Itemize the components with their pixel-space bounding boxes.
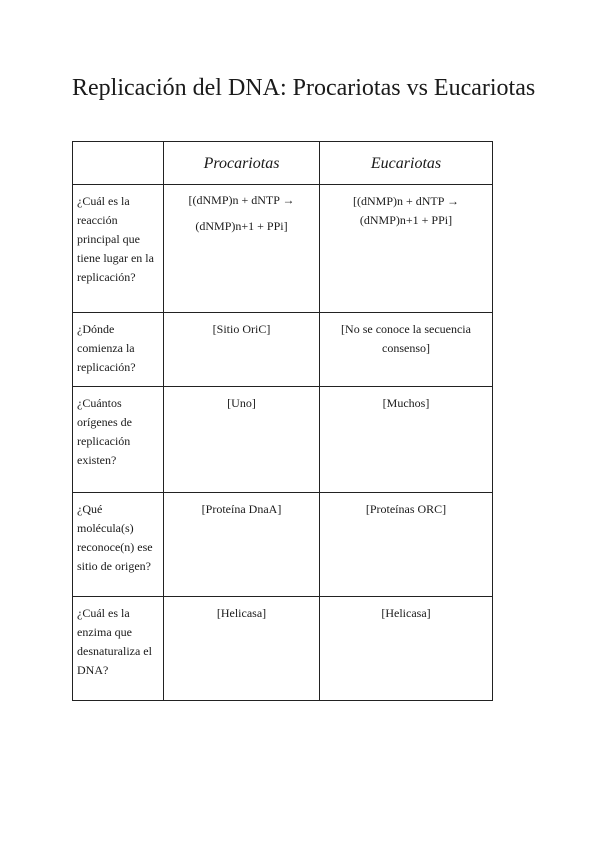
table-row <box>73 597 493 701</box>
table-row <box>73 493 493 597</box>
eucariotas-answer-cell: [No se conoce la secuencia consenso] <box>320 313 493 387</box>
procariotas-answer-cell: [Sitio OriC] <box>164 313 320 387</box>
question-cell: ¿Cuál es la reacción principal que tiene lugar en la replicación? <box>73 185 164 313</box>
table-row <box>73 313 493 387</box>
procariotas-answer-cell: [Proteína DnaA] <box>164 493 320 597</box>
comparison-table <box>72 141 493 701</box>
header-procariotas: Procariotas <box>164 142 320 185</box>
procariotas-answer-cell: [(dNMP)n + dNTP → (dNMP)n+1 + PPi] <box>164 185 320 313</box>
page-title: Replicación del DNA: Procariotas vs Eucariotas <box>72 75 536 101</box>
table-header-row <box>73 142 493 185</box>
eucariotas-answer-cell: [Muchos] <box>320 387 493 493</box>
table-row <box>73 185 493 313</box>
question-cell: ¿Dónde comienza la replicación? <box>73 313 164 387</box>
header-eucariotas: Eucariotas <box>320 142 493 185</box>
question-cell: ¿Cuál es la enzima que desnaturaliza el DNA? <box>73 597 164 701</box>
eucariotas-answer-cell: [Helicasa] <box>320 597 493 701</box>
header-corner-cell <box>73 142 164 185</box>
table-row <box>73 387 493 493</box>
question-cell: ¿Cuántos orígenes de replicación existen? <box>73 387 164 493</box>
eucariotas-answer-cell: [Proteínas ORC] <box>320 493 493 597</box>
procariotas-answer-cell: [Helicasa] <box>164 597 320 701</box>
eucariotas-answer-cell: [(dNMP)n + dNTP → (dNMP)n+1 + PPi] <box>320 185 493 313</box>
question-cell: ¿Qué molécula(s) reconoce(n) ese sitio de origen? <box>73 493 164 597</box>
procariotas-answer-cell: [Uno] <box>164 387 320 493</box>
